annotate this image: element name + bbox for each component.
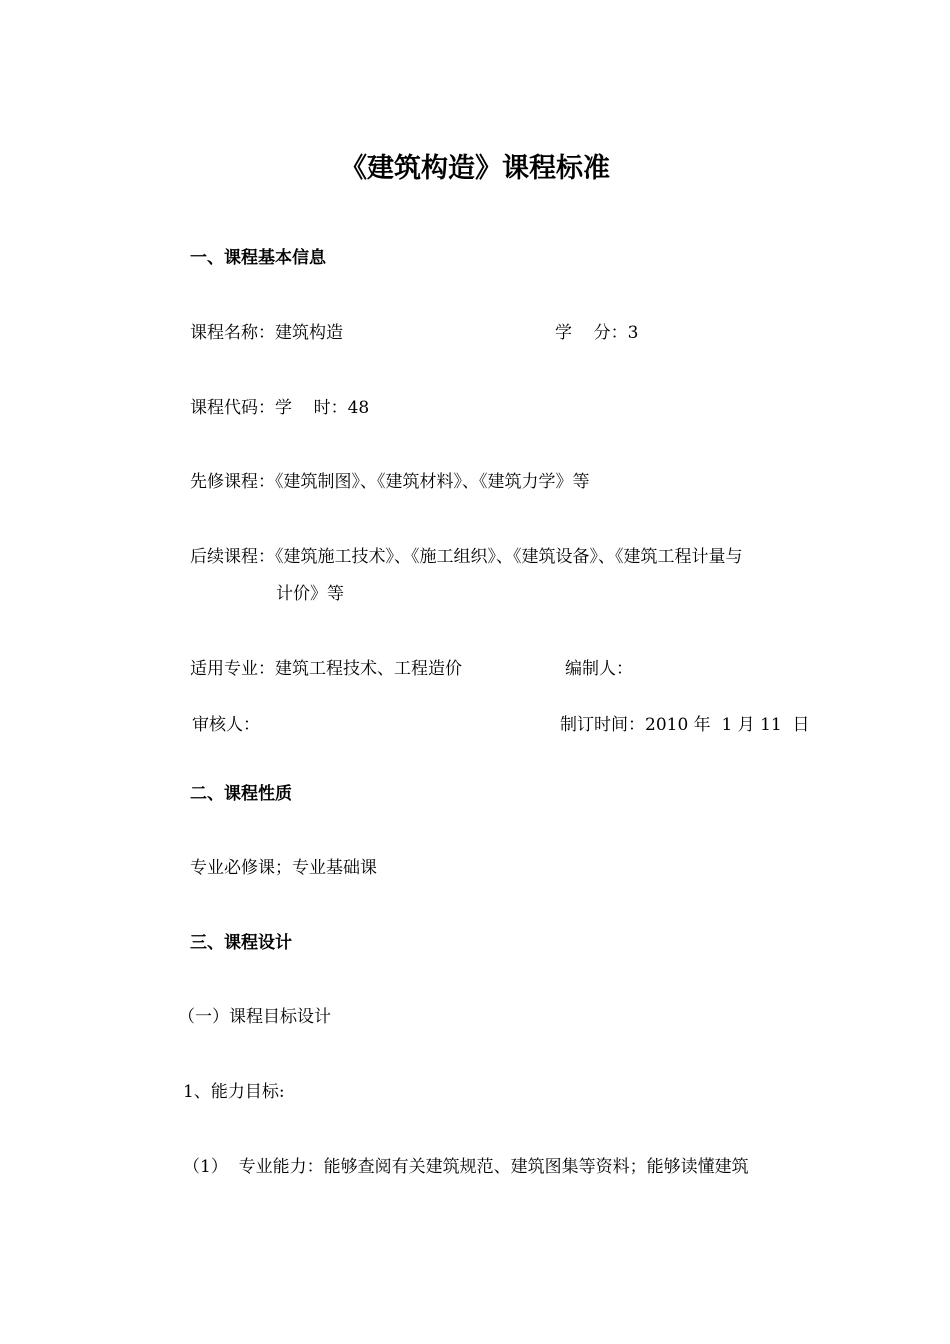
compiler-field: 编制人： bbox=[565, 659, 633, 679]
credit-field: 学 分：3 bbox=[555, 323, 639, 343]
course-code-field: 课程代码：学 时：48 bbox=[190, 398, 370, 418]
followup-courses-line1: 后续课程：《建筑施工技术》、《施工组织》、《建筑设备》、《建筑工程计量与 bbox=[190, 547, 743, 567]
reviewer-field: 审核人： bbox=[192, 715, 260, 735]
page-title: 《建筑构造》课程标准 bbox=[340, 153, 610, 184]
prerequisite-courses: 先修课程：《建筑制图》、《建筑材料》、《建筑力学》等 bbox=[190, 472, 590, 492]
subsection-goal-design: （一）课程目标设计 bbox=[178, 1007, 331, 1027]
revision-date: 制订时间：2010 年 1 月 11 日 bbox=[560, 715, 810, 735]
course-name-field: 课程名称：建筑构造 bbox=[190, 323, 343, 343]
section-heading-nature: 二、课程性质 bbox=[190, 784, 292, 804]
course-nature-text: 专业必修课；专业基础课 bbox=[190, 858, 377, 878]
applicable-major: 适用专业：建筑工程技术、工程造价 bbox=[190, 659, 462, 679]
ability-item-1: （1） 专业能力：能够查阅有关建筑规范、建筑图集等资料；能够读懂建筑 bbox=[183, 1157, 749, 1177]
ability-goal-heading: 1、能力目标: bbox=[183, 1082, 285, 1102]
followup-courses-line2: 计价》等 bbox=[276, 584, 344, 604]
section-heading-basic-info: 一、课程基本信息 bbox=[190, 248, 326, 268]
section-heading-design: 三、课程设计 bbox=[190, 933, 292, 953]
